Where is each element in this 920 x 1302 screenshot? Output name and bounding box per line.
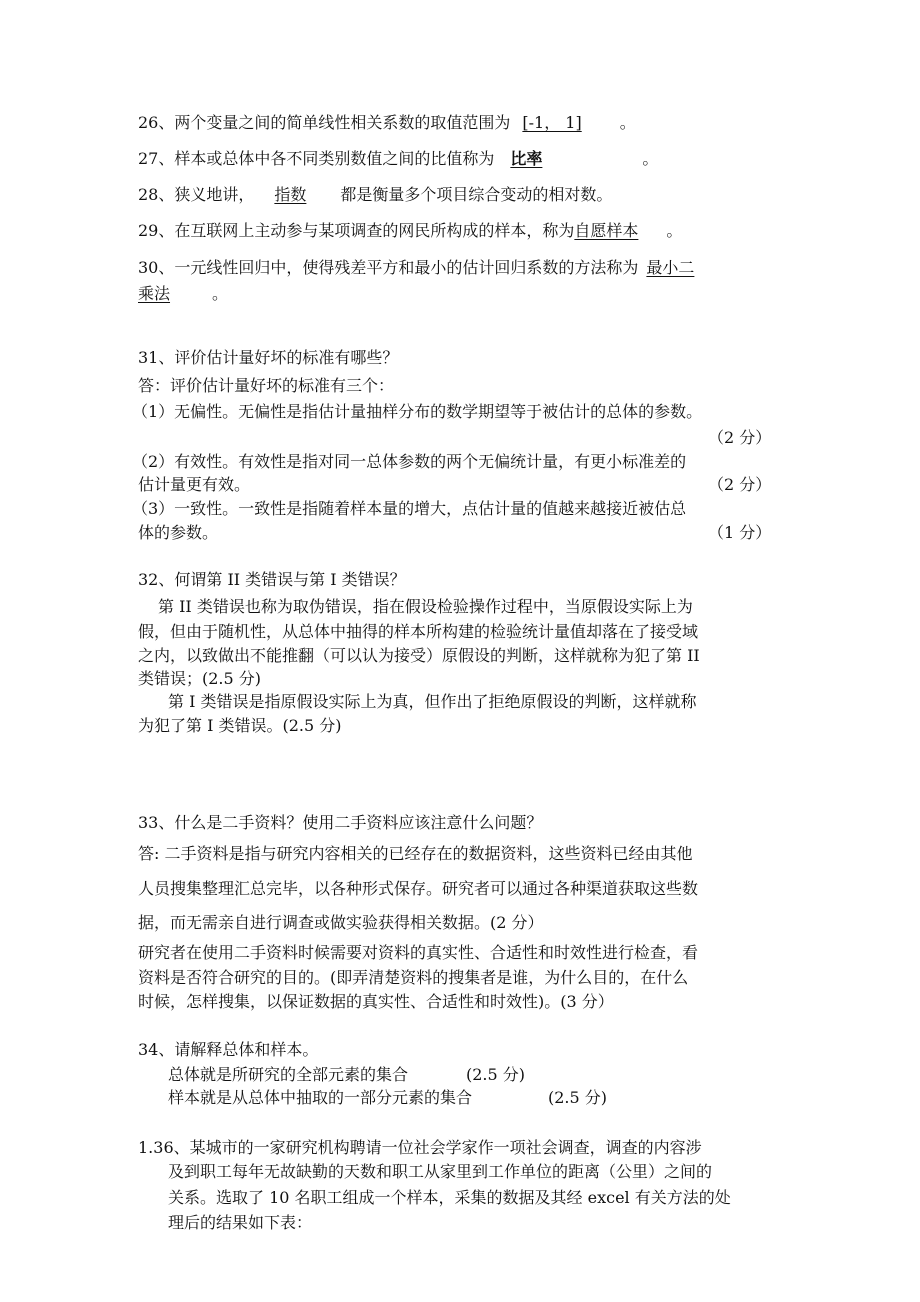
q36-line-1: 1.36、某城市的一家研究机构聘请一位社会学家作一项社会调查，调查的内容涉 bbox=[138, 1138, 702, 1157]
q31-p1: （1）无偏性。无偏性是指估计量抽样分布的数学期望等于被估计的总体的参数。 bbox=[132, 402, 703, 421]
q31-intro: 答：评价估计量好坏的标准有三个： bbox=[138, 376, 395, 395]
answer-30-cont: 乘法 bbox=[138, 284, 171, 303]
q32-line-4: 类错误；(2.5 分) bbox=[138, 669, 262, 688]
q36-line-2: 及到职工每年无故缺勤的天数和职工从家里到工作单位的距离（公里）之间的 bbox=[168, 1162, 713, 1181]
question-28: 28、狭义地讲， 指数 都是衡量多个项目综合变动的相对数。 bbox=[138, 185, 613, 204]
q31-p2-cont: 估计量更有效。 bbox=[138, 475, 251, 494]
q33-line-6: 时候，怎样搜集，以保证数据的真实性、合适性和时效性)。(3 分） bbox=[138, 992, 614, 1011]
q32-line-3: 之内，以致做出不能推翻（可以认为接受）原假设的判断，这样就称为犯了第 II bbox=[138, 646, 700, 665]
q31-p2: （2）有效性。有效性是指对同一总体参数的两个无偏统计量，有更小标准差的 bbox=[132, 452, 687, 471]
q36-line-3: 关系。选取了 10 名职工组成一个样本，采集的数据及其经 excel 有关方法的处 bbox=[168, 1188, 731, 1207]
q32-line-5: 第 I 类错误是指原假设实际上为真，但作出了拒绝原假设的判断，这样就称 bbox=[168, 692, 697, 711]
question-27: 27、样本或总体中各不同类别数值之间的比值称为 比率 。 bbox=[138, 149, 659, 168]
q32-question: 32、何谓第 II 类错误与第 I 类错误？ bbox=[138, 570, 406, 589]
answer-26: [-1， 1] bbox=[522, 113, 582, 132]
q31-p3: （3）一致性。一致性是指随着样本量的增大，点估计量的值越来越接近被估总 bbox=[132, 499, 687, 518]
q33-line-2: 人员搜集整理汇总完毕，以各种形式保存。研究者可以通过各种渠道获取这些数 bbox=[138, 879, 699, 898]
q34-line-1: 总体就是所研究的全部元素的集合 bbox=[168, 1065, 409, 1084]
q34-line-2: 样本就是从总体中抽取的一部分元素的集合 bbox=[168, 1088, 473, 1107]
q33-line-5: 资料是否符合研究的目的。(即弄清楚资料的搜集者是谁，为什么目的，在什么 bbox=[138, 968, 689, 987]
q33-line-4: 研究者在使用二手资料时候需要对资料的真实性、合适性和时效性进行检查，看 bbox=[138, 943, 699, 962]
q31-p3-score: （1 分） bbox=[708, 523, 772, 542]
answer-29: 自愿样本 bbox=[574, 221, 639, 240]
q31-p2-score: （2 分） bbox=[708, 475, 772, 494]
answer-30: 最小二 bbox=[646, 258, 695, 277]
q33-line-3: 据，而无需亲自进行调查或做实验获得相关数据。(2 分） bbox=[138, 913, 544, 932]
question-30: 30、一元线性回归中，使得残差平方和最小的估计回归系数的方法称为 最小二 bbox=[138, 258, 695, 277]
q33-line-1: 答: 二手资料是指与研究内容相关的已经存在的数据资料，这些资料已经由其他 bbox=[138, 844, 693, 863]
question-29: 29、在互联网上主动参与某项调查的网民所构成的样本，称为自愿样本 。 bbox=[138, 221, 683, 240]
q34-line-1-score: (2.5 分) bbox=[466, 1065, 526, 1084]
question-26: 26、两个变量之间的简单线性相关系数的取值范围为 [-1， 1] 。 bbox=[138, 113, 636, 132]
q31-p3-cont: 体的参数。 bbox=[138, 523, 219, 542]
q33-question: 33、什么是二手资料？使用二手资料应该注意什么问题？ bbox=[138, 813, 543, 832]
q36-line-4: 理后的结果如下表： bbox=[168, 1213, 313, 1232]
q32-line-2: 假，但由于随机性，从总体中抽得的样本所构建的检验统计量值却落在了接受域 bbox=[138, 622, 699, 641]
answer-28: 指数 bbox=[274, 185, 307, 204]
question-30-cont: 乘法 。 bbox=[138, 284, 229, 303]
q31-p1-score: （2 分） bbox=[708, 428, 772, 447]
answer-27: 比率 bbox=[510, 149, 543, 168]
q34-question: 34、请解释总体和样本。 bbox=[138, 1040, 319, 1059]
q32-line-1: 第 II 类错误也称为取伪错误，指在假设检验操作过程中，当原假设实际上为 bbox=[158, 597, 693, 616]
q32-line-6: 为犯了第 I 类错误。(2.5 分) bbox=[138, 716, 342, 735]
q31-question: 31、评价估计量好坏的标准有哪些？ bbox=[138, 348, 399, 367]
q34-line-2-score: (2.5 分) bbox=[548, 1088, 608, 1107]
